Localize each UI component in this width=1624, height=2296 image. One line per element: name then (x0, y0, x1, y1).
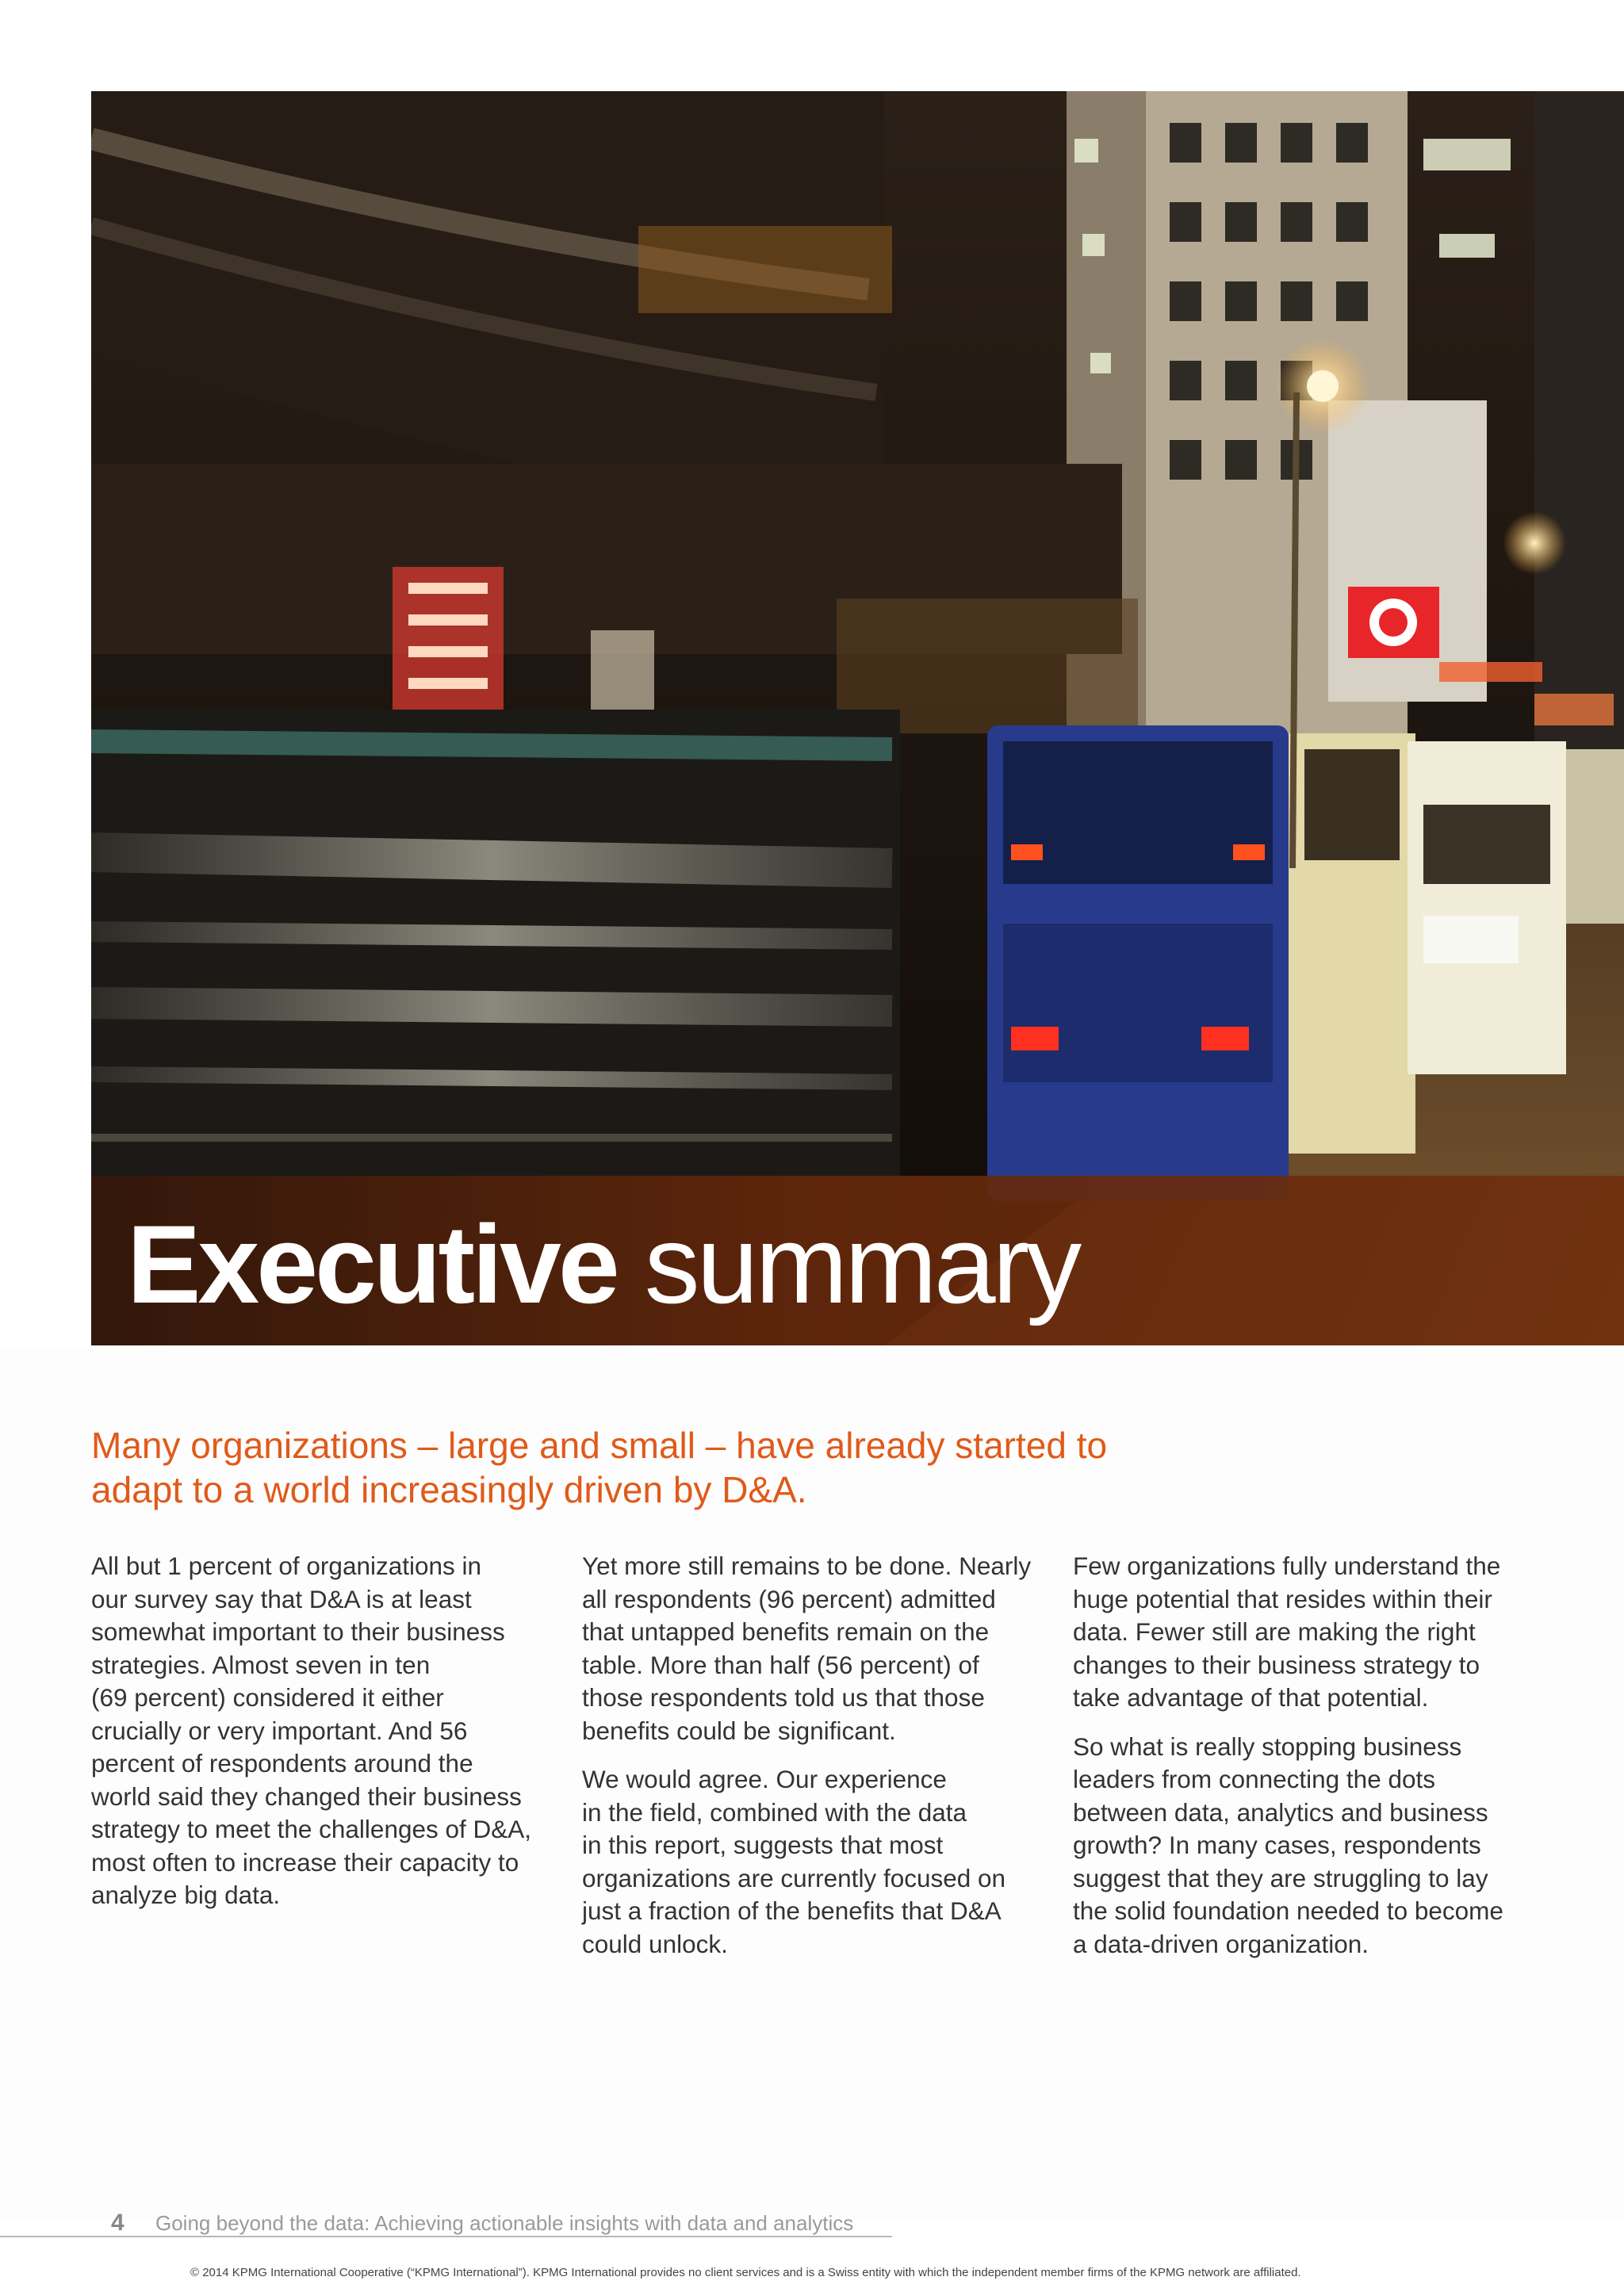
text-line: somewhat important to their business (91, 1617, 505, 1646)
text-line: that untapped benefits remain on the (582, 1617, 990, 1646)
page-number: 4 (111, 2210, 124, 2236)
text-line: between data, analytics and business (1073, 1797, 1488, 1827)
intro-line: Many organizations – large and small – have already started to (91, 1425, 1108, 1466)
paragraph (1073, 1550, 1549, 1715)
text-line: So what is really stopping business (1073, 1732, 1462, 1761)
page-title-bold: Executive (127, 1202, 617, 1326)
text-line: changes to their business strategy to (1073, 1650, 1480, 1679)
text-line: our survey say that D&A is at least (91, 1584, 472, 1613)
text-line: benefits could be significant. (582, 1716, 896, 1745)
text-line: suggest that they are struggling to lay (1073, 1863, 1488, 1892)
text-line: analyze big data. (91, 1881, 281, 1909)
text-line: percent of respondents around the (91, 1749, 473, 1777)
hero-image (91, 91, 1624, 1345)
text-line: data. Fewer still are making the right (1073, 1617, 1476, 1646)
text-line: the solid foundation needed to become (1073, 1896, 1503, 1925)
page-title (127, 1202, 1079, 1326)
city-night-photo (91, 91, 1624, 1345)
paragraph (91, 1550, 567, 1912)
paragraph (582, 1550, 1058, 1747)
text-line: (69 percent) considered it either (91, 1683, 444, 1712)
text-line: table. More than half (56 percent) of (582, 1650, 979, 1679)
text-line: strategy to meet the challenges of D&A, (91, 1815, 532, 1843)
paragraph (1073, 1731, 1549, 1961)
text-line: We would agree. Our experience (582, 1765, 947, 1793)
text-line: leaders from connecting the dots (1073, 1765, 1436, 1793)
text-line: Few organizations fully understand the (1073, 1552, 1501, 1580)
text-line: growth? In many cases, respondents (1073, 1831, 1481, 1859)
text-line: huge potential that resides within their (1073, 1584, 1492, 1613)
text-line: a data-driven organization. (1073, 1929, 1369, 1958)
intro-line: adapt to a world increasingly driven by D&A. (91, 1469, 807, 1510)
text-line: those respondents told us that those (582, 1683, 985, 1712)
text-line: most often to increase their capacity to (91, 1847, 519, 1877)
text-line: in this report, suggests that most (582, 1831, 944, 1859)
text-line: could unlock. (582, 1929, 728, 1958)
copyright-notice: © 2014 KPMG International Cooperative (“KPMG International”). KPMG International provides no client services and is a Swiss entity with which the independent member firms of the KPMG network are affiliated. (190, 2266, 1301, 2279)
text-line: crucially or very important. And 56 (91, 1716, 468, 1745)
paragraph (582, 1763, 1058, 1961)
text-line: take advantage of that potential. (1073, 1683, 1429, 1712)
text-line: All but 1 percent of organizations in (91, 1552, 482, 1580)
text-line: just a fraction of the benefits that D&A (582, 1896, 1002, 1925)
intro-lead (91, 1423, 1122, 1512)
text-line: world said they changed their business (91, 1781, 522, 1811)
column-2 (582, 1550, 1058, 1976)
body-columns (91, 1550, 1534, 1994)
text-line: all respondents (96 percent) admitted (582, 1584, 996, 1613)
column-1 (91, 1550, 567, 1928)
running-title: Going beyond the data: Achieving actionable insights with data and analytics (155, 2211, 854, 2235)
column-3 (1073, 1550, 1549, 1976)
text-line: in the field, combined with the data (582, 1797, 967, 1827)
footer-divider (0, 2236, 892, 2237)
text-line: strategies. Almost seven in ten (91, 1650, 431, 1679)
page-title-light: summary (644, 1202, 1079, 1326)
text-line: organizations are currently focused on (582, 1863, 1006, 1892)
text-line: Yet more still remains to be done. Nearly (582, 1552, 1032, 1580)
